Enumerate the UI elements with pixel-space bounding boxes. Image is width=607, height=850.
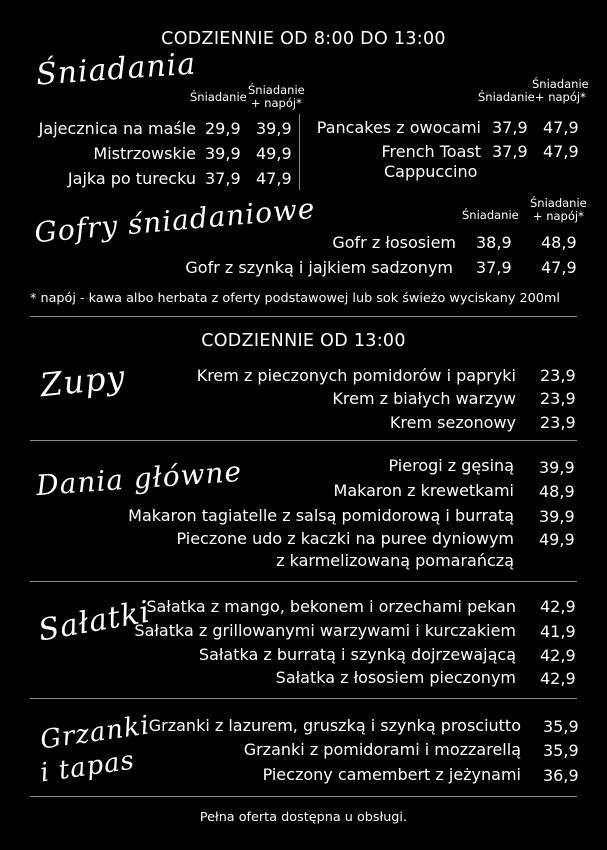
divider <box>30 440 577 441</box>
waffles-col1-header: Śniadanie <box>462 208 519 222</box>
waffle-item-name: Gofr z łososiem <box>332 233 456 252</box>
salad-item-price: 41,9 <box>540 622 576 641</box>
breakfast-item-price-drink: 49,9 <box>256 144 292 163</box>
section-title-breakfast: Śniadania <box>34 46 198 93</box>
waffles-col2-header: Śniadanie + napój* <box>530 196 587 223</box>
section-title-waffles: Gofry śniadaniowe <box>33 191 317 250</box>
waffle-item-price: 37,9 <box>476 258 512 277</box>
main-item-name: Pieczone udo z kaczki na puree dyniowym <box>176 529 514 548</box>
section-title-tapas: i tapas <box>38 745 137 789</box>
divider <box>30 796 577 797</box>
breakfast-item-price-drink: 39,9 <box>256 119 292 138</box>
breakfast-item-name: French Toast <box>381 142 481 161</box>
section-title-toasts: Grzanki <box>38 710 152 756</box>
breakfast-item-name: Jajecznica na maśle <box>38 119 196 138</box>
breakfast-item-price: 37,9 <box>205 169 241 188</box>
main-item-price: 39,9 <box>539 458 575 477</box>
soup-item-price: 23,9 <box>540 366 576 385</box>
breakfast-item-price: 39,9 <box>205 144 241 163</box>
breakfast-left-col1-header: Śniadanie <box>190 90 247 104</box>
divider <box>30 698 577 699</box>
soup-item-name: Krem z białych warzyw <box>332 389 516 408</box>
toast-item-price: 36,9 <box>543 766 579 785</box>
divider <box>30 316 577 317</box>
breakfast-item-price: 37,9 <box>492 118 528 137</box>
toast-item-name: Grzanki z pomidorami i mozzarellą <box>243 740 521 759</box>
breakfast-item-name: Cappuccino <box>384 162 478 181</box>
breakfast-item-price-drink: 47,9 <box>256 169 292 188</box>
salad-item-name: Sałatka z łososiem pieczonym <box>275 668 516 687</box>
breakfast-item-price: 29,9 <box>205 119 241 138</box>
soup-item-price: 23,9 <box>540 389 576 408</box>
breakfast-column-divider <box>299 114 300 190</box>
toast-item-name: Pieczony camembert z jeżynami <box>262 765 521 784</box>
breakfast-item-name: Mistrzowskie <box>93 144 196 163</box>
breakfast-left-col2-header: Śniadanie + napój* <box>248 83 305 110</box>
divider <box>30 581 577 582</box>
section-title-salads: Sałatki <box>35 594 154 649</box>
salad-item-price: 42,9 <box>540 646 576 665</box>
waffle-item-price-drink: 48,9 <box>541 233 577 252</box>
soup-item-name: Krem sezonowy <box>389 413 516 432</box>
main-item-name: Makaron tagiatelle z salsą pomidorową i burratą <box>128 506 514 525</box>
full-offer-note: Pełna oferta dostępna u obsługi. <box>199 810 408 825</box>
waffle-item-price: 38,9 <box>476 233 512 252</box>
drink-footnote: * napój - kawa albo herbata z oferty podstawowej lub sok świeżo wyciskany 200ml <box>30 291 560 306</box>
breakfast-item-price-drink: 47,9 <box>543 118 579 137</box>
breakfast-right-col1-header: Śniadanie <box>478 90 535 104</box>
toast-item-price: 35,9 <box>543 717 579 736</box>
main-item-name: Makaron z krewetkami <box>333 481 514 500</box>
header-afternoon-hours: CODZIENNIE OD 13:00 <box>201 331 406 351</box>
salad-item-name: Sałatka z mango, bekonem i orzechami pekan <box>146 597 516 616</box>
section-title-soups: Zupy <box>38 357 128 405</box>
salad-item-price: 42,9 <box>540 669 576 688</box>
salad-item-price: 42,9 <box>540 597 576 616</box>
breakfast-item-name: Jajka po turecku <box>67 169 196 188</box>
soup-item-price: 23,9 <box>540 413 576 432</box>
breakfast-item-price: 37,9 <box>492 142 528 161</box>
toast-item-name: Grzanki z lazurem, gruszką i szynką prosciutto <box>148 716 521 735</box>
header-morning-hours: CODZIENNIE OD 8:00 DO 13:00 <box>161 29 446 49</box>
main-item-price: 48,9 <box>539 482 575 501</box>
section-title-mains: Dania główne <box>35 454 244 503</box>
soup-item-name: Krem z pieczonych pomidorów i papryki <box>196 366 516 385</box>
toast-item-price: 35,9 <box>543 741 579 760</box>
waffle-item-price-drink: 47,9 <box>541 258 577 277</box>
waffle-item-name: Gofr z szynką i jajkiem sadzonym <box>185 258 453 277</box>
main-item-name-line2: z karmelizowaną pomarańczą <box>276 551 514 570</box>
main-item-price: 39,9 <box>539 507 575 526</box>
salad-item-name: Sałatka z grillowanymi warzywami i kurczakiem <box>134 621 516 640</box>
salad-item-name: Sałatka z burratą i szynką dojrzewającą <box>198 645 516 664</box>
main-item-price: 49,9 <box>539 530 575 549</box>
breakfast-item-price-drink: 47,9 <box>543 142 579 161</box>
breakfast-right-col2-header: Śniadanie + napój* <box>532 77 589 104</box>
main-item-name: Pierogi z gęsiną <box>388 456 514 475</box>
breakfast-item-name: Pancakes z owocami <box>316 118 481 137</box>
